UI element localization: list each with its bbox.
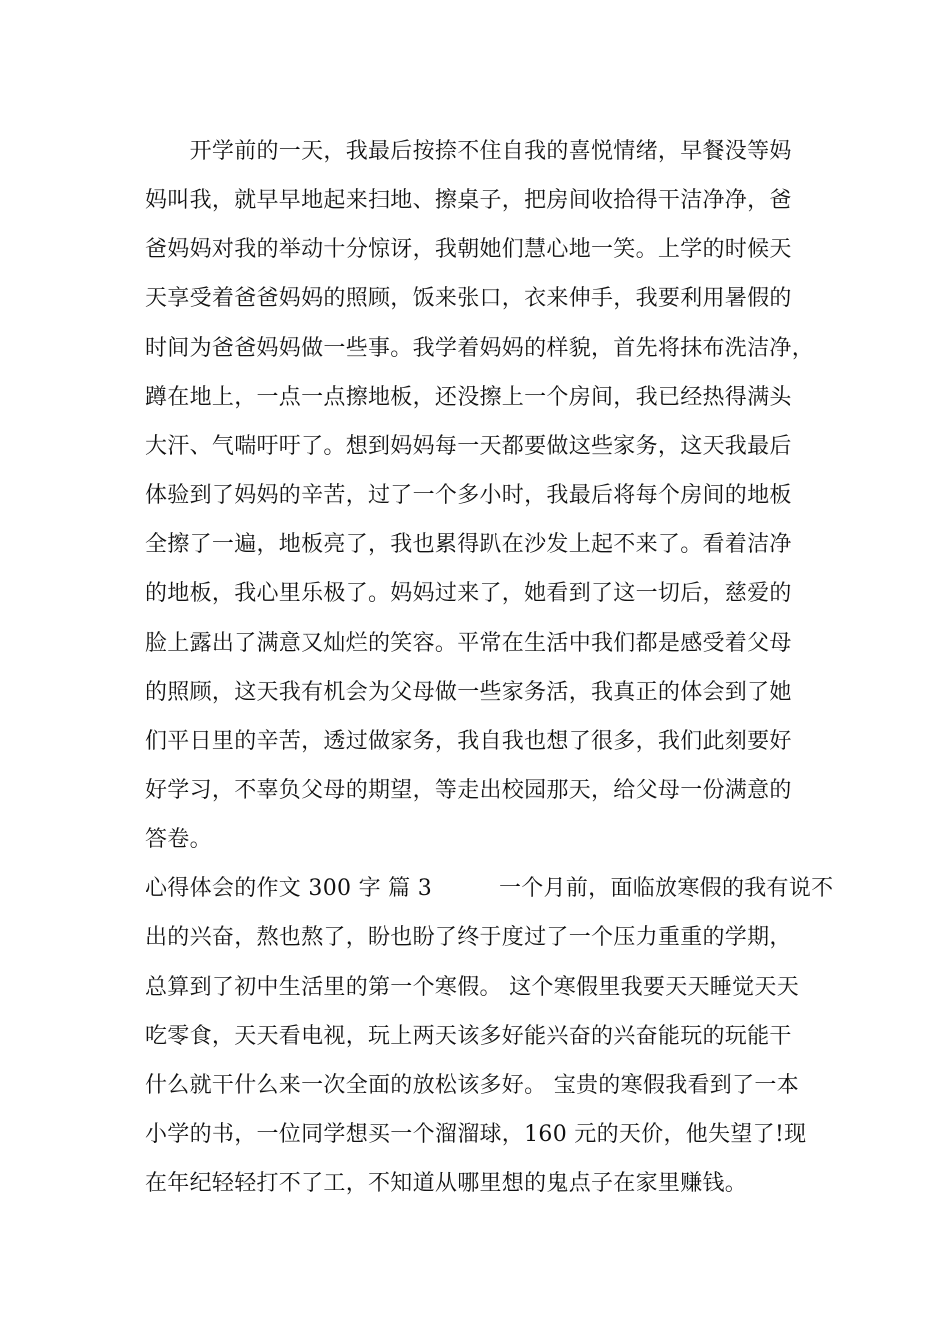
text-line: 时间为爸爸妈妈做一些事。我学着妈妈的样貌，首先将抹布洗洁净， [145, 336, 815, 361]
text-line: 大汗、气喘吁吁了。想到妈妈每一天都要做这些家务，这天我最后 [145, 434, 792, 459]
text-line: 脸上露出了满意又灿烂的笑容。平常在生活中我们都是感受着父母 [145, 631, 792, 656]
text-line: 体验到了妈妈的辛苦，过了一个多小时，我最后将每个房间的地板 [145, 483, 792, 508]
text-line: 出的兴奋，熬也熬了，盼也盼了终于度过了一个压力重重的学期， [145, 925, 792, 950]
text-line: 全擦了一遍，地板亮了，我也累得趴在沙发上起不来了。看着洁净 [145, 532, 792, 557]
text-line: 的照顾，这天我有机会为父母做一些家务活，我真正的体会到了她 [145, 680, 792, 705]
text-line: 蹲在地上，一点一点擦地板，还没擦上一个房间，我已经热得满头 [145, 385, 792, 410]
text-line: 总算到了初中生活里的第一个寒假。 这个寒假里我要天天睡觉天天 [145, 975, 799, 1000]
text-line: 好学习，不辜负父母的期望，等走出校园那天，给父母一份满意的 [145, 778, 792, 803]
text-line: 天享受着爸爸妈妈的照顾，饭来张口，衣来伸手，我要利用暑假的 [145, 286, 792, 311]
text-line: 在年纪轻轻打不了工，不知道从哪里想的鬼点子在家里赚钱。 [145, 1171, 748, 1196]
section-heading-line: 心得体会的作文 300 字 篇 3 一个月前，面临放寒假的我有说不 [145, 876, 834, 901]
text-line: 小学的书，一位同学想买一个溜溜球，160 元的天价，他失望了!现 [145, 1122, 807, 1147]
text-line: 的地板，我心里乐极了。妈妈过来了，她看到了这一切后，慈爱的 [145, 581, 792, 606]
text-line: 开学前的一天，我最后按捺不住自我的喜悦情绪，早餐没等妈 [145, 139, 792, 164]
text-line: 吃零食，天天看电视，玩上两天该多好能兴奋的兴奋能玩的玩能干 [145, 1024, 792, 1049]
text-line: 们平日里的辛苦，透过做家务，我自我也想了很多，我们此刻要好 [145, 729, 792, 754]
text-line: 什么就干什么来一次全面的放松该多好。 宝贵的寒假我看到了一本 [145, 1073, 799, 1098]
text-line: 答卷。 [145, 827, 212, 852]
text-line: 爸妈妈对我的举动十分惊讶，我朝她们慧心地一笑。上学的时候天 [145, 237, 792, 262]
text-line: 妈叫我，就早早地起来扫地、擦桌子，把房间收拾得干洁净净，爸 [145, 188, 792, 213]
